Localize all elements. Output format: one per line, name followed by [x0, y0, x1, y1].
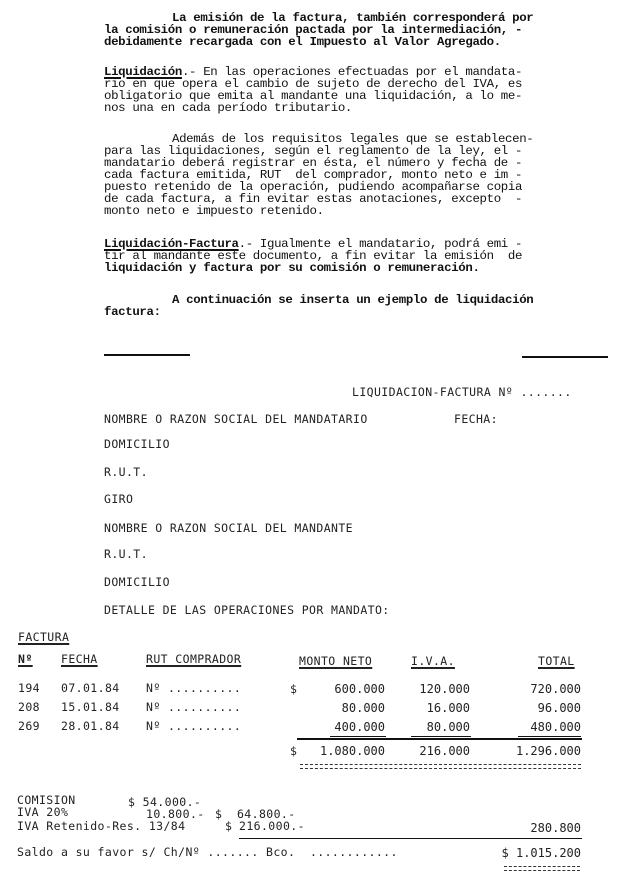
cell-total: 720.000 [530, 682, 581, 696]
text-line: liquidación y factura por su comisión o remuneración. [104, 261, 480, 275]
text-line: tir al mandante este documento, a fin evitar la emisión de [104, 249, 523, 263]
summary-retenido-value: 216.000.- [239, 819, 305, 833]
text-line: rio en que opera el cambio de sujeto de derecho del IVA, es [104, 77, 523, 91]
column-header-rut: RUT COMPRADOR [146, 652, 242, 666]
summary-comision-label: COMISION [17, 793, 76, 807]
underline-total [518, 736, 581, 737]
column-header-monto-neto: MONTO NETO [299, 654, 373, 668]
summary-iva-value: 10.800.- [146, 807, 205, 821]
text-fragment: .- En las operaciones efectuadas por el mandata- [181, 65, 523, 79]
cell-fecha: 15.01.84 [61, 700, 120, 714]
cell-monto-neto: 400.000 [334, 720, 385, 734]
form-title: LIQUIDACION-FACTURA Nº ....... [352, 385, 572, 399]
cell-rut: Nº .......... [146, 700, 242, 714]
text-line: A continuación se inserta un ejemplo de liquidación [172, 293, 534, 307]
text-line: de cada factura, a fin evitar estas anotaciones, excepto - [104, 192, 523, 206]
summary-saldo-label: Saldo a su favor s/ Ch/Nº ....... Bco. ............ [17, 845, 398, 859]
text-line: factura: [104, 305, 161, 319]
text-line: para las liquidaciones, según el reglamento de la ley, el - [104, 144, 523, 158]
text-line: la comisión o remuneración pactada por la intermediación, - [104, 23, 523, 37]
column-header-fecha: FECHA [61, 652, 98, 666]
cell-fecha: 28.01.84 [61, 719, 120, 733]
summary-retenido-currency: $ [225, 819, 233, 833]
field-fecha: FECHA: [454, 412, 498, 426]
cell-monto-neto: 600.000 [334, 682, 385, 696]
column-header-iva: I.V.A. [411, 654, 455, 668]
column-header-numero: Nº [18, 652, 33, 666]
cell-iva: 120.000 [419, 682, 470, 696]
cell-iva: 80.000 [426, 720, 470, 734]
text-line: debidamente recargada con el Impuesto al Valor Agregado. [104, 35, 501, 49]
total-currency: $ [290, 744, 298, 758]
cell-monto-neto: 80.000 [341, 701, 385, 715]
underline-iva [411, 736, 471, 737]
total-iva: 216.000 [419, 744, 470, 758]
summary-retenido-total: 280.800 [530, 821, 581, 835]
text-line: monto neto e impuesto retenido. [104, 204, 324, 218]
summary-comision-value: $ 54.000.- [128, 795, 202, 809]
cell-total: 480.000 [530, 720, 581, 734]
cell-numero: 269 [18, 719, 40, 733]
section-heading-liquidacion: Liquidación [104, 65, 182, 79]
double-underline-totals [300, 764, 581, 769]
text-line: obligatorio que emita al mandante una liquidación, a lo me- [104, 89, 523, 103]
section-heading-liquidacion-factura: Liquidación-Factura [104, 237, 239, 251]
cell-rut: Nº .......... [146, 719, 242, 733]
text-line: La emisión de la factura, también corresponderá por [172, 11, 534, 25]
field-mandatario-name: NOMBRE O RAZON SOCIAL DEL MANDATARIO [104, 412, 368, 426]
cell-numero: 208 [18, 700, 40, 714]
text-line: nos una en cada período tributario. [104, 101, 352, 115]
summary-iva-label: IVA 20% [17, 805, 69, 819]
field-detalle-operaciones: DETALLE DE LAS OPERACIONES POR MANDATO: [104, 603, 390, 617]
double-underline-saldo [504, 866, 580, 871]
field-rut-mandante: R.U.T. [104, 547, 148, 561]
column-header-total: TOTAL [538, 654, 575, 668]
table-group-header-factura: FACTURA [18, 630, 70, 644]
separator-line-left [104, 354, 190, 356]
field-domicilio-mandatario: DOMICILIO [104, 437, 170, 451]
field-giro: GIRO [104, 492, 134, 506]
total-total: 1.296.000 [515, 744, 581, 758]
summary-retenido-label: IVA Retenido-Res. 13/84 [17, 819, 186, 833]
separator-line-right [522, 356, 608, 358]
text-line: cada factura emitida, RUT del comprador, monto neto e im - [104, 168, 523, 182]
cell-iva: 16.000 [426, 701, 470, 715]
cell-numero: 194 [18, 681, 40, 695]
text-line: Además de los requisitos legales que se establecen- [172, 132, 534, 146]
field-mandante-name: NOMBRE O RAZON SOCIAL DEL MANDANTE [104, 521, 354, 535]
underline-monto-neto [330, 736, 386, 737]
field-rut-mandatario: R.U.T. [104, 465, 148, 479]
text-fragment: .- Igualmente el mandatario, podrá emi - [238, 237, 523, 251]
cell-rut: Nº .......... [146, 681, 242, 695]
summary-iva-subtotal: $ 64.800.- [215, 807, 296, 821]
summary-rule [239, 838, 582, 839]
text-line: mandatario deberá registrar en ésta, el número y fecha de - [104, 156, 523, 170]
cell-fecha: 07.01.84 [61, 681, 120, 695]
cell-total: 96.000 [537, 701, 581, 715]
field-domicilio-mandante: DOMICILIO [104, 575, 170, 589]
text-line: puesto retenido de la operación, pudiendo acompañarse copia [104, 180, 523, 194]
cell-currency: $ [290, 682, 298, 696]
summary-saldo-value: $ 1.015.200 [501, 846, 581, 860]
subtotal-rule [297, 738, 582, 740]
total-monto-neto: 1.080.000 [319, 744, 385, 758]
